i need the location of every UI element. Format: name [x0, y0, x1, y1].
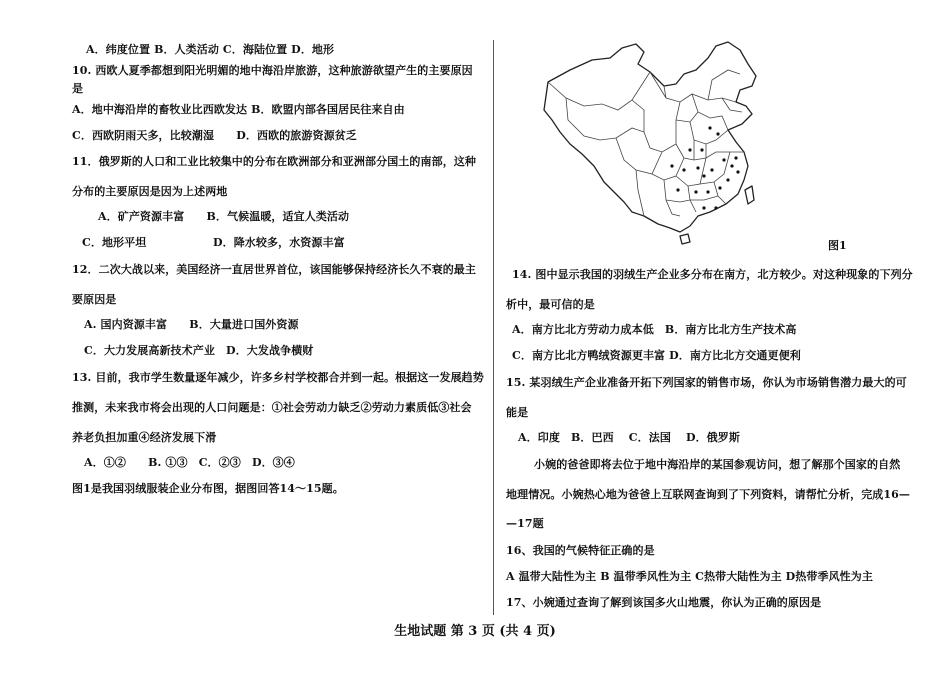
q12-options-ab: A. 国内资源丰富 B．大量进口国外资源: [84, 318, 299, 331]
q11-options-ab: A．矿产资源丰富 B．气候温暖，适宜人类活动: [98, 210, 350, 223]
q13-stem-end: 养老负担加重④经济发展下滑: [72, 431, 217, 444]
q15-stem: 15. 某羽绒生产企业准备开拓下列国家的销售市场，你认为市场销售潜力最大的可: [506, 376, 907, 389]
q11-options-cd: C．地形平坦 D．降水较多，水资源丰富: [82, 236, 345, 249]
page-footer: 生地试题 第 3 页 (共 4 页): [394, 624, 556, 639]
q17-stem: 17、小婉通过查询了解到该国多火山地震，你认为正确的原因是: [506, 596, 822, 609]
q14-stem-cont: 析中，最可信的是: [506, 298, 595, 311]
passage-intro-cont: 地理情况。小婉热心地为爸爸上互联网查询到了下列资料，请帮忙分析，完成16—: [506, 488, 911, 501]
passage-intro: 小婉的爸爸即将去位于地中海沿岸的某国参观访问，想了解那个国家的自然: [534, 458, 901, 471]
q16-options: A 温带大陆性为主 B 温带季风性为主 C热带大陆性为主 D热带季风性为主: [506, 570, 873, 583]
q9-options: A．纬度位置 B．人类活动 C．海陆位置 D．地形: [86, 43, 335, 56]
q12-stem: 12．二次大战以来，美国经济一直居世界首位，该国能够保持经济长久不衰的最主: [72, 263, 477, 276]
q14-options-ab: A．南方比北方劳动力成本低 B．南方比北方生产技术高: [512, 323, 797, 336]
q10-options-ab: A．地中海沿岸的畜牧业比西欧发达 B．欧盟内部各国居民往来自由: [72, 103, 405, 116]
q16-stem: 16、我国的气候特征正确的是: [506, 544, 655, 557]
q10-stem-cont: 是: [72, 82, 84, 95]
q13-options: A．①② B. ①③ C．②③ D．③④: [84, 456, 295, 469]
china-map-figure: [540, 40, 760, 245]
figure-label: 图1: [828, 239, 847, 252]
q14-stem: 14. 图中显示我国的羽绒生产企业多分布在南方，北方较少。对这种现象的下列分: [512, 268, 913, 281]
passage-intro-end: —17题: [506, 517, 544, 530]
q15-stem-cont: 能是: [506, 406, 529, 419]
q12-options-cd: C．大力发展高新技术产业 D．大发战争横财: [84, 344, 314, 357]
q10-options-cd: C．西欧阴雨天多，比较潮湿 D．西欧的旅游资源贫乏: [72, 129, 357, 142]
figure-intro: 图1是我国羽绒服装企业分布图，据图回答14～15题。: [72, 482, 344, 495]
q12-stem-cont: 要原因是: [72, 293, 117, 306]
column-divider: [493, 40, 494, 615]
q10-stem: 10. 西欧人夏季都想到阳光明媚的地中海沿岸旅游，这种旅游欲望产生的主要原因: [72, 64, 473, 77]
q11-stem: 11．俄罗斯的人口和工业比较集中的分布在欧洲部分和亚洲部分国土的南部，这种: [72, 155, 477, 168]
q13-stem-cont: 推测，未来我市将会出现的人口问题是：①社会劳动力缺乏②劳动力素质低③社会: [72, 401, 472, 414]
q14-options-cd: C．南方比北方鸭绒资源更丰富 D．南方比北方交通更便利: [512, 349, 801, 362]
q15-options: A．印度 B．巴西 C．法国 D．俄罗斯: [518, 431, 740, 444]
q13-stem: 13. 目前，我市学生数量逐年减少，许多乡村学校都合并到一起。根据这一发展趋势: [72, 371, 484, 384]
q11-stem-cont: 分布的主要原因是因为上述两地: [72, 185, 228, 198]
